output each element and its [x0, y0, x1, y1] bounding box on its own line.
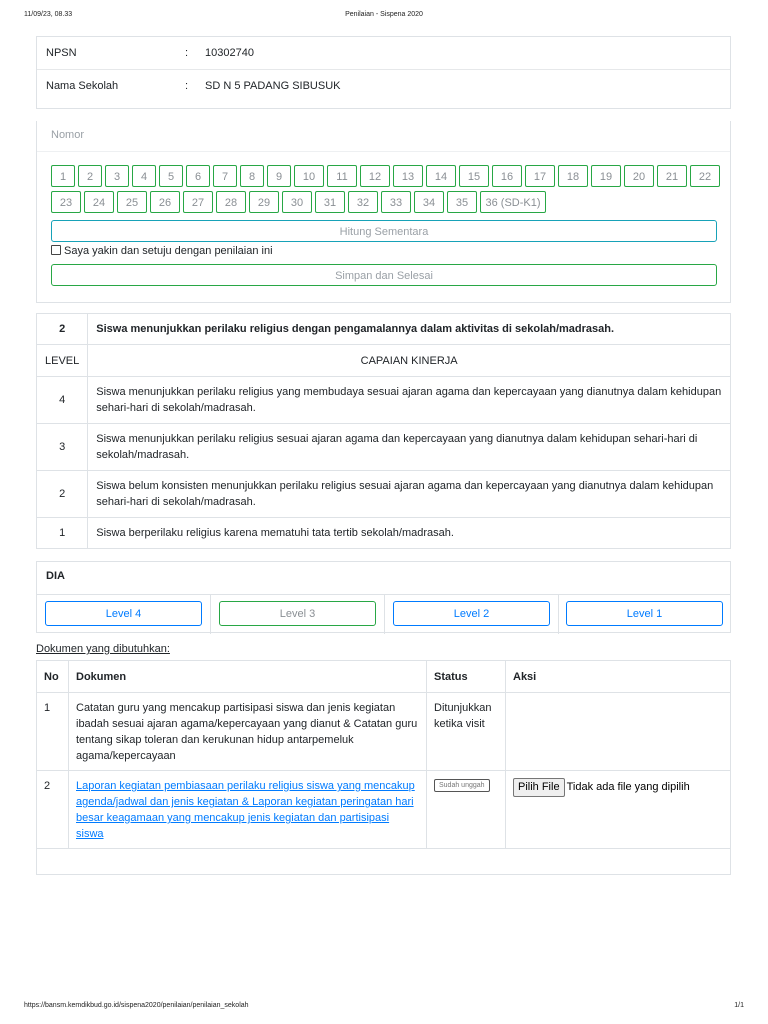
level-row	[37, 471, 731, 518]
number-buttons	[51, 165, 721, 217]
school-name-colon: :	[185, 80, 189, 92]
level-row	[37, 518, 731, 549]
number-button-9[interactable]: 9	[267, 165, 291, 187]
level-description: Siswa berperilaku religius karena mematuhi tata tertib sekolah/madrasah.	[88, 518, 731, 549]
doc-no: 1	[37, 693, 69, 771]
npsn-colon: :	[185, 47, 189, 59]
doc-action	[506, 771, 731, 849]
level-number: 2	[37, 471, 88, 518]
number-button-2[interactable]: 2	[78, 165, 102, 187]
number-button-14[interactable]: 14	[426, 165, 456, 187]
dia-title: DIA	[46, 570, 65, 582]
level-description: Siswa menunjukkan perilaku religius sesuai ajaran agama dan kepercayaan yang dianutnya dalam kehidupan sehari-hari di sekolah/madrasah.	[88, 424, 731, 471]
level-number: 1	[37, 518, 88, 549]
indicator-number: 2	[37, 314, 88, 345]
col-dokumen-header: Dokumen	[69, 661, 427, 693]
choose-file-button[interactable]: Pilih File	[513, 778, 565, 797]
number-button-11[interactable]: 11	[327, 165, 357, 187]
number-button-16[interactable]: 16	[492, 165, 522, 187]
number-button-15[interactable]: 15	[459, 165, 489, 187]
number-button-12[interactable]: 12	[360, 165, 390, 187]
documents-table	[36, 660, 731, 875]
number-button-32[interactable]: 32	[348, 191, 378, 213]
level-1-button[interactable]: Level 1	[566, 601, 723, 626]
table-row	[37, 771, 731, 849]
number-button-23[interactable]: 23	[51, 191, 81, 213]
documents-header-row	[37, 661, 731, 693]
number-button-7[interactable]: 7	[213, 165, 237, 187]
school-name-label: Nama Sekolah	[46, 80, 119, 92]
nav-divider	[37, 151, 730, 152]
level-row	[37, 377, 731, 424]
number-button-35[interactable]: 35	[447, 191, 477, 213]
table-row-empty	[37, 849, 731, 875]
level-number: 4	[37, 377, 88, 424]
number-button-20[interactable]: 20	[624, 165, 654, 187]
simpan-selesai-button[interactable]: Simpan dan Selesai	[51, 264, 717, 286]
documents-title: Dokumen yang dibutuhkan:	[36, 643, 170, 655]
school-name-row	[37, 69, 730, 102]
indicator-statement: Siswa menunjukkan perilaku religius dengan pengamalannya dalam aktivitas di sekolah/madrasah.	[88, 314, 731, 345]
indicator-table	[36, 313, 731, 549]
doc-status: Ditunjukkan ketika visit	[427, 693, 506, 771]
number-button-24[interactable]: 24	[84, 191, 114, 213]
npsn-row	[37, 37, 730, 69]
number-button-21[interactable]: 21	[657, 165, 687, 187]
col-no-header: No	[37, 661, 69, 693]
print-page-number: 1/1	[734, 1002, 744, 1009]
file-status-text: Tidak ada file yang dipilih	[566, 781, 690, 793]
number-button-31[interactable]: 31	[315, 191, 345, 213]
number-button-5[interactable]: 5	[159, 165, 183, 187]
number-button-18[interactable]: 18	[558, 165, 588, 187]
number-button-22[interactable]: 22	[690, 165, 720, 187]
number-button-3[interactable]: 3	[105, 165, 129, 187]
doc-name	[69, 771, 427, 849]
school-info-card	[36, 36, 731, 109]
number-button-8[interactable]: 8	[240, 165, 264, 187]
column-divider	[384, 595, 385, 634]
column-divider	[210, 595, 211, 634]
agree-checkbox[interactable]	[51, 245, 61, 255]
print-url: https://bansm.kemdikbud.go.id/sispena2020/penilaian/penilaian_sekolah	[24, 1002, 249, 1009]
level-description: Siswa belum konsisten menunjukkan perilaku religius sesuai ajaran agama dan kepercayaan yang dianutnya dalam kehidupan sehari-hari di sekolah/madrasah.	[88, 471, 731, 518]
number-button-36[interactable]: 36 (SD-K1)	[480, 191, 546, 213]
doc-no: 2	[37, 771, 69, 849]
nav-header: Nomor	[51, 129, 85, 141]
number-button-30[interactable]: 30	[282, 191, 312, 213]
number-button-13[interactable]: 13	[393, 165, 423, 187]
number-button-4[interactable]: 4	[132, 165, 156, 187]
status-badge: Sudah unggah	[434, 779, 490, 792]
agree-label: Saya yakin dan setuju dengan penilaian ini	[64, 245, 273, 257]
number-button-34[interactable]: 34	[414, 191, 444, 213]
dia-card	[36, 561, 731, 633]
agree-checkbox-row[interactable]	[51, 245, 273, 257]
number-button-10[interactable]: 10	[294, 165, 324, 187]
level-column-header: LEVEL	[37, 345, 88, 377]
doc-name: Catatan guru yang mencakup partisipasi siswa dan jenis kegiatan ibadah sesuai ajaran agama/kepercayaan yang dianut & Catatan guru tentang sikap toleran dan kerukunan hidup antarpemeluk agama/kepercayaan	[69, 693, 427, 771]
doc-status	[427, 771, 506, 849]
npsn-value: 10302740	[205, 47, 254, 59]
number-button-29[interactable]: 29	[249, 191, 279, 213]
col-status-header: Status	[427, 661, 506, 693]
capaian-column-header: CAPAIAN KINERJA	[88, 345, 731, 377]
hitung-sementara-button[interactable]: Hitung Sementara	[51, 220, 717, 242]
number-button-25[interactable]: 25	[117, 191, 147, 213]
level-button-row	[37, 594, 730, 634]
empty-cell	[37, 849, 731, 875]
number-button-26[interactable]: 26	[150, 191, 180, 213]
npsn-label: NPSN	[46, 47, 77, 59]
number-button-19[interactable]: 19	[591, 165, 621, 187]
level-2-button[interactable]: Level 2	[393, 601, 550, 626]
number-button-17[interactable]: 17	[525, 165, 555, 187]
indicator-header-row	[37, 314, 731, 345]
number-row-1	[51, 165, 721, 187]
number-button-6[interactable]: 6	[186, 165, 210, 187]
level-4-button[interactable]: Level 4	[45, 601, 202, 626]
number-button-27[interactable]: 27	[183, 191, 213, 213]
number-button-1[interactable]: 1	[51, 165, 75, 187]
level-description: Siswa menunjukkan perilaku religius yang membudaya sesuai ajaran agama dan kepercayaan yang dianutnya dalam kehidupan sehari-hari di sekolah/madrasah.	[88, 377, 731, 424]
level-number: 3	[37, 424, 88, 471]
level-row	[37, 424, 731, 471]
table-row	[37, 693, 731, 771]
level-header-row	[37, 345, 731, 377]
number-button-28[interactable]: 28	[216, 191, 246, 213]
level-3-button[interactable]: Level 3	[219, 601, 376, 626]
col-aksi-header: Aksi	[506, 661, 731, 693]
doc-link[interactable]: Laporan kegiatan pembiasaan perilaku religius siswa yang mencakup agenda/jadwal dan jenis kegiatan & Laporan kegiatan peringatan hari besar keagamaan yang mencakup jenis kegiatan dan partisipasi siswa	[76, 780, 415, 840]
column-divider	[558, 595, 559, 634]
number-row-2	[51, 191, 721, 213]
number-button-33[interactable]: 33	[381, 191, 411, 213]
print-datetime: 11/09/23, 08.33	[24, 11, 73, 18]
number-navigation-card	[36, 121, 731, 303]
print-header	[0, 11, 768, 23]
doc-action	[506, 693, 731, 771]
print-title: Penilaian - Sispena 2020	[345, 11, 423, 18]
school-name-value: SD N 5 PADANG SIBUSUK	[205, 80, 341, 92]
